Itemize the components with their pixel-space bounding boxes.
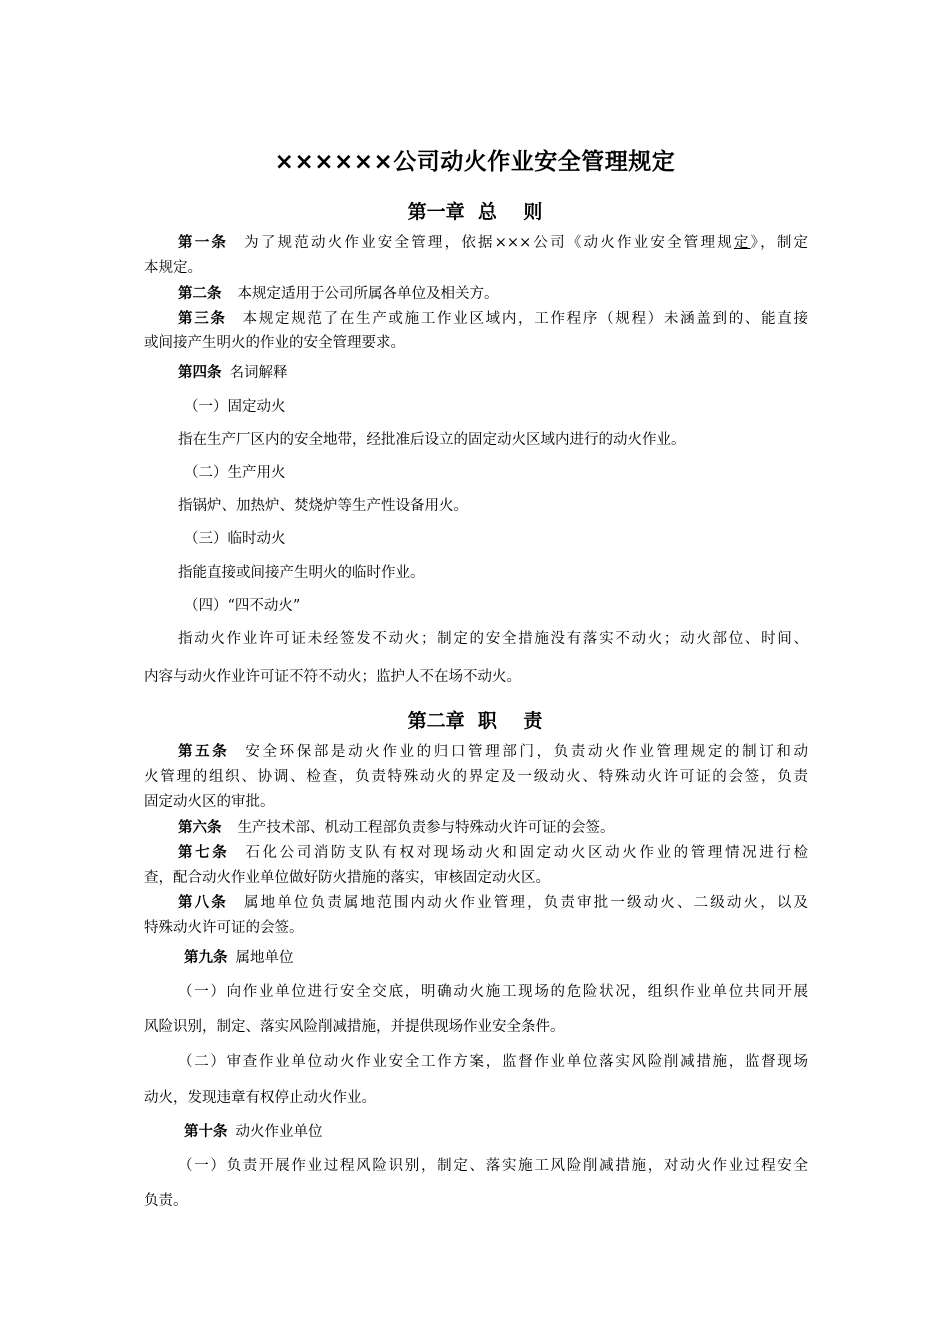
term-heading: （二）生产用火 <box>184 465 286 481</box>
article-1 <box>144 232 808 254</box>
article-label: 第一条 <box>178 234 229 251</box>
article-3-continuation: 或间接产生明火的作业的安全管理要求。 <box>144 335 405 351</box>
article-6 <box>144 817 808 839</box>
article-9 <box>144 947 808 969</box>
article-text: 名词解释 <box>229 365 288 381</box>
article-7 <box>144 842 808 864</box>
article-text: 动火作业单位 <box>235 1124 323 1140</box>
article-text: 安全环保部是动火作业的归口管理部门，负责动火作业管理规定的制订和动 <box>245 744 809 760</box>
article-2 <box>144 283 808 305</box>
article-8 <box>144 892 808 914</box>
document-title: ××××××公司动火作业安全管理规定 <box>274 149 676 175</box>
article-text: 本规定规范了在生产或施工作业区域内，工作程序（规程）未涵盖到的、能直接 <box>242 311 808 327</box>
article-10 <box>144 1121 808 1143</box>
term-definition: 指能直接或间接产生明火的临时作业。 <box>178 565 425 581</box>
article-3 <box>144 308 808 330</box>
article-label: 第二条 <box>178 285 222 302</box>
article-10-item-continuation: 负责。 <box>144 1193 188 1209</box>
article-8-continuation: 特殊动火许可证的会签。 <box>144 920 304 936</box>
article-label: 第八条 <box>178 894 228 911</box>
article-label: 第六条 <box>178 819 222 836</box>
article-text: 为了规范动火作业安全管理，依据×××公司《动火作业安全管理规 <box>244 235 734 251</box>
article-label: 第九条 <box>184 949 228 966</box>
term-heading: （四）“四不动火” <box>184 598 301 614</box>
article-text: 》，制定 <box>750 235 809 251</box>
article-text-underlined: 定 <box>733 235 751 251</box>
article-10-item: （一）负责开展作业过程风险识别，制定、落实施工风险削减措施，对动火作业过程安全 <box>178 1158 808 1174</box>
term-definition: 指锅炉、加热炉、焚烧炉等生产性设备用火。 <box>178 498 468 514</box>
article-9-item: （二）审查作业单位动火作业安全工作方案，监督作业单位落实风险削减措施，监督现场 <box>178 1054 808 1070</box>
article-9-item-continuation: 动火，发现违章有权停止动火作业。 <box>144 1090 376 1106</box>
article-5-continuation: 固定动火区的审批。 <box>144 794 275 810</box>
article-text: 属地单位负责属地范围内动火作业管理，负责审批一级动火、二级动火，以及 <box>243 895 809 911</box>
article-5-continuation: 火管理的组织、协调、检查，负责特殊动火的界定及一级动火、特殊动火许可证的会签，负责 <box>144 769 808 785</box>
chapter-1-heading: 第一章 总 则 <box>407 201 543 223</box>
article-1-continuation: 本规定。 <box>144 260 202 276</box>
article-label: 第七条 <box>178 844 230 861</box>
article-9-item: （一）向作业单位进行安全交底，明确动火施工现场的危险状况，组织作业单位共同开展 <box>178 984 808 1000</box>
term-definition: 指在生产厂区内的安全地带，经批准后设立的固定动火区域内进行的动火作业。 <box>178 432 686 448</box>
article-7-continuation: 查，配合动火作业单位做好防火措施的落实，审核固定动火区。 <box>144 870 550 886</box>
article-label: 第三条 <box>178 310 227 327</box>
term-definition-continuation: 内容与动火作业许可证不符不动火；监护人不在场不动火。 <box>144 669 521 685</box>
chapter-2-heading: 第二章 职 责 <box>407 710 543 732</box>
article-9-item-continuation: 风险识别，制定、落实风险削减措施，并提供现场作业安全条件。 <box>144 1019 565 1035</box>
article-text: 本规定适用于公司所属各单位及相关方。 <box>237 286 499 302</box>
article-label: 第十条 <box>184 1123 228 1140</box>
article-text: 石化公司消防支队有权对现场动火和固定动火区动火作业的管理情况进行检 <box>245 845 809 861</box>
term-definition: 指动火作业许可证未经签发不动火；制定的安全措施没有落实不动火；动火部位、时间、 <box>178 631 808 647</box>
article-text: 生产技术部、机动工程部负责参与特殊动火许可证的会签。 <box>237 820 615 836</box>
article-5 <box>144 741 808 763</box>
article-4 <box>144 362 808 384</box>
article-text: 属地单位 <box>235 950 294 966</box>
article-label: 第五条 <box>178 743 230 760</box>
term-heading: （一）固定动火 <box>184 399 286 415</box>
term-heading: （三）临时动火 <box>184 531 286 547</box>
article-label: 第四条 <box>178 364 222 381</box>
